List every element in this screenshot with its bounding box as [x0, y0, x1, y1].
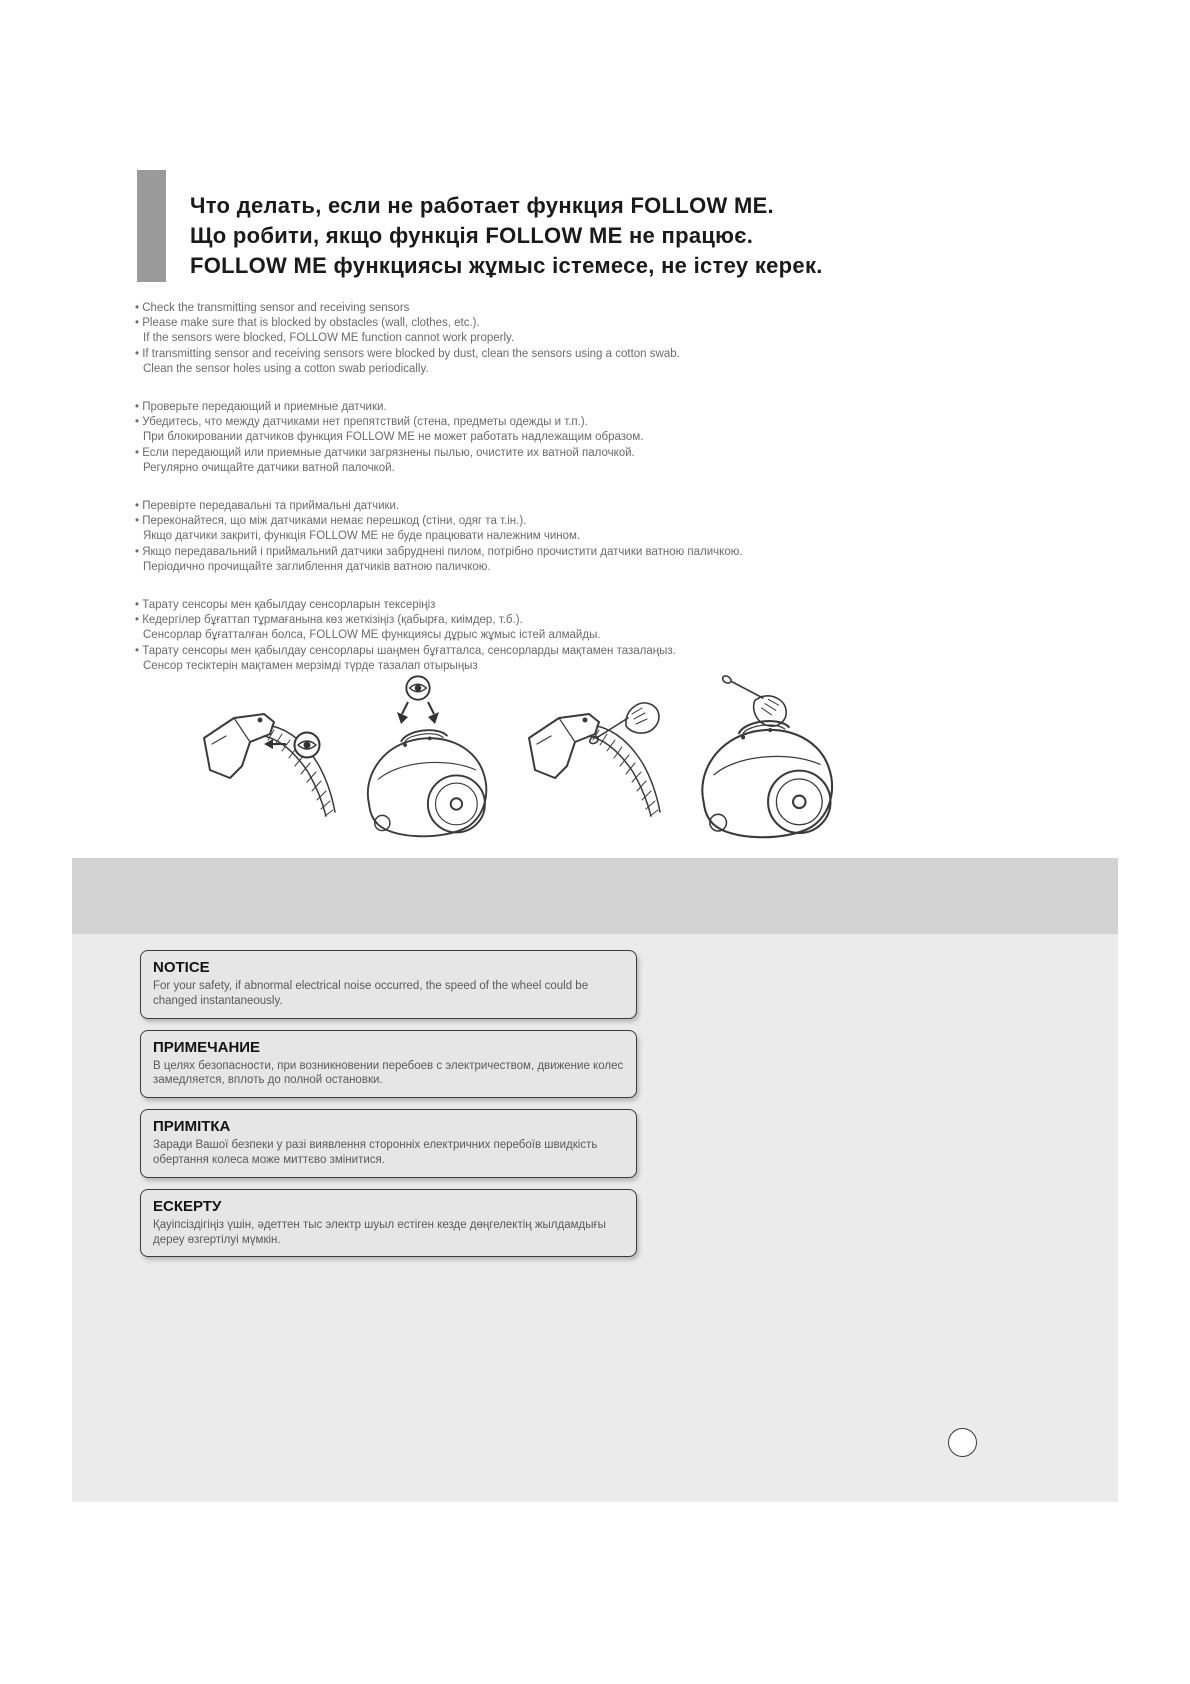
arrow-icon	[262, 736, 288, 752]
instruction-line: • Переконайтеся, що між датчиками немає перешкод (стіни, одяг та т.ін.).	[135, 515, 527, 528]
instruction-line: Періодично прочищайте заглиблення датчиків ватною паличкою.	[143, 560, 491, 573]
instructions-kk	[135, 598, 1095, 674]
instruction-line: Сенсорлар бұғатталған болса, FOLLOW ME функциясы дұрыс жұмыс істей алмайды.	[143, 629, 601, 642]
instruction-line: • Проверьте передающий и приемные датчики.	[135, 401, 387, 414]
sensor-eye-icon	[292, 730, 322, 760]
instruction-line: • Если передающий или приемные датчики загрязнены пылью, очистите их ватной палочкой.	[135, 446, 635, 459]
notice-box-uk	[140, 1109, 637, 1178]
instruction-line: • Тарату сенсоры мен қабылдау сенсорларын тексеріңіз	[135, 599, 436, 612]
hand-with-cotton-swab-icon	[586, 690, 666, 755]
notice-title: NOTICE	[153, 959, 210, 976]
instruction-line: Clean the sensor holes using a cotton swab periodically.	[143, 362, 429, 375]
instruction-line: • Тарату сенсоры мен қабылдау сенсорлары шаңмен бұғатталса, сенсорларды мақтамен тазалаңыз.	[135, 644, 676, 657]
instruction-line: • If transmitting sensor and receiving sensors were blocked by dust, clean the sensors using a cotton swab.	[135, 347, 680, 360]
instruction-line: Сенсор тесіктерін мақтамен мерзімді түрде тазалап отырыңыз	[143, 659, 478, 672]
instruction-lists	[135, 301, 1095, 697]
instruction-line: • Якщо передавальний і приймальний датчики забруднені пилом, потрібно прочистити датчики ватною паличкою.	[135, 545, 743, 558]
instruction-line: При блокировании датчиков функция FOLLOW ME не может работать надлежащим образом.	[143, 431, 644, 444]
spacer	[72, 934, 1118, 950]
notice-title: ПРИМІТКА	[153, 1118, 231, 1136]
instructions-uk	[135, 499, 1095, 575]
instruction-line: • Check the transmitting sensor and receiving sensors	[135, 302, 410, 314]
instruction-line: • Убедитесь, что между датчиками нет препятствий (стена, предметы одежды и т.п.).	[135, 416, 588, 429]
notice-title: ЕСКЕРТУ	[153, 1197, 222, 1215]
instructions-en	[135, 301, 1095, 377]
notice-box-kk	[140, 1189, 637, 1258]
sensor-eye-icon	[404, 674, 432, 702]
vacuum-handle-illustration	[190, 700, 340, 828]
notice-area	[72, 934, 1118, 1502]
title-ru: Что делать, если не работает функция FOLLOW ME.	[190, 193, 774, 218]
notice-body: В целях безопасности, при возникновении перебоев с электричеством, движение колес замедляется, вплоть до полной остановки.	[153, 1059, 624, 1087]
title-uk: Що робити, якщо функція FOLLOW ME не працює.	[190, 223, 754, 248]
instruction-line: If the sensors were blocked, FOLLOW ME function cannot work properly.	[143, 332, 515, 345]
notice-body: Қауіпсіздігіңіз үшін, әдеттен тыс электр шуыл естіген кезде дөңгелектің жылдамдығы дереу өзгертілуі мүмкін.	[153, 1218, 606, 1246]
page-number-circle	[948, 1428, 977, 1457]
notice-box-en	[140, 950, 637, 1019]
header-accent-bar	[137, 170, 166, 282]
sensor-illustrations	[0, 672, 1190, 877]
vacuum-body-illustration	[350, 710, 502, 858]
instruction-line: Регулярно очищайте датчики ватной палочкой.	[143, 461, 395, 474]
notice-title: ПРИМЕЧАНИЕ	[153, 1038, 261, 1056]
notice-box-ru	[140, 1030, 637, 1099]
page-title	[190, 191, 823, 281]
title-kk: FOLLOW ME функциясы жұмыс істемесе, не істеу керек.	[190, 253, 823, 278]
notice-body: Заради Вашої безпеки у разі виявлення сторонніх електричних перебоїв швидкість обертання колеса може миттєво змінитися.	[153, 1139, 598, 1166]
section-divider-band	[72, 858, 1118, 934]
instructions-ru	[135, 400, 1095, 476]
instruction-line: Якщо датчики закриті, функція FOLLOW ME не буде працювати належним чином.	[143, 530, 581, 543]
instruction-line: • Перевірте передавальні та приймальні датчики.	[135, 500, 400, 513]
notice-body: For your safety, if abnormal electrical noise occurred, the speed of the wheel could be changed instantaneously.	[153, 980, 589, 1007]
instruction-line: • Please make sure that is blocked by obstacles (wall, clothes, etc.).	[135, 317, 480, 330]
instruction-line: • Кедергілер бұғаттап тұрмағанына көз жеткізіңіз (қабырға, киімдер, т.б.).	[135, 614, 523, 627]
